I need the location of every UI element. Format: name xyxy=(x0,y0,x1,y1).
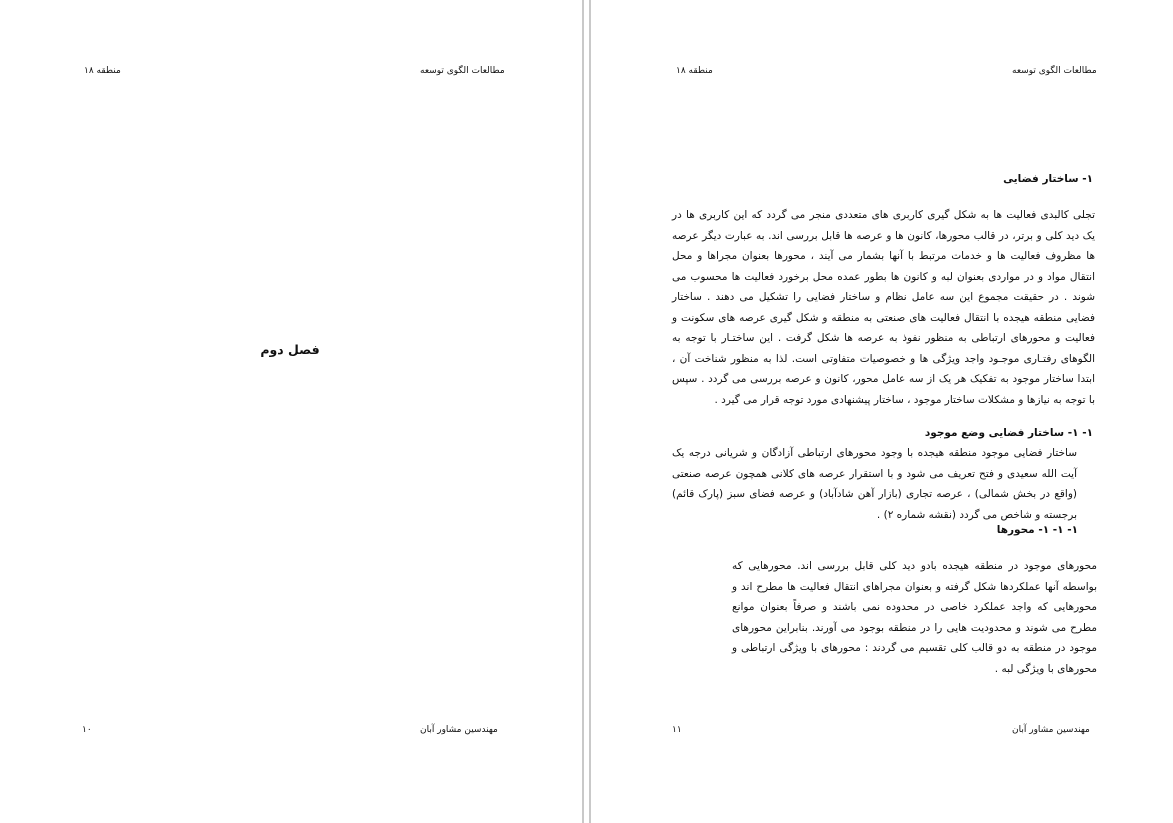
right-page xyxy=(592,0,1173,823)
section-heading: ۱- ساختار فضایی xyxy=(1003,173,1093,185)
left-page xyxy=(0,0,582,823)
page-number: ۱۰ xyxy=(82,725,92,735)
page-divider xyxy=(589,0,591,823)
chapter-title: فصل دوم xyxy=(260,342,320,357)
subsection-paragraph: ساختار فضایی موجود منطقه هیجده با وجود محورهای ارتباطی آزادگان و شریانی درجه یک آیت الله سعیدی و فتح تعریف می شود و با استقرار عرصه های کلانی همچون عرصه صنعتی (واقع در بخش شمالی) ، عرصه تجاری (بازار آهن شادآباد) و عرصه فضای سبز (پارک قائم) برجسته و شاخص می گردد (نقشه شماره ۲) . xyxy=(672,447,1077,521)
page-divider xyxy=(582,0,584,823)
subsubsection-paragraph: محورهای موجود در منطقه هیجده بادو دید کلی قابل بررسی اند. محورهایی که بواسطه آنها عملکردها شکل گرفته و بعنوان مجراهای انتقال فعالیت ها مطرح اند و محورهایی که واجد عملکرد خاصی در محدوده نمی باشند و صرفاً بعنوان موانع مطرح می شوند و محدودیت هایی را در منطقه بوجود می آورند. بنابراین محورهای موجود در منطقه به دو قالب کلی تقسیم می گردند : محورهای با ویژگی ارتباطی و محورهای با ویژگی لبه . xyxy=(732,560,1097,675)
page-footer-company: مهندسین مشاور آبان xyxy=(420,725,498,735)
page-header-region: منطقه ۱۸ xyxy=(84,66,121,76)
subsubsection-heading: ۱- ۱- ۱- محورها xyxy=(996,524,1078,536)
page-header-region: منطقه ۱۸ xyxy=(676,66,713,76)
page-footer-company: مهندسین مشاور آبان xyxy=(1012,725,1090,735)
page-number: ۱۱ xyxy=(672,725,682,735)
page-header-title: مطالعات الگوی توسعه xyxy=(420,66,505,76)
section-paragraph: تجلی کالبدی فعالیت ها به شکل گیری کاربری های متعددی منجر می گردد که این کاربری ها در یک دید کلی و برتر، در قالب محورها، کانون ها و عرصه ها قابل بررسی اند. به عبارت دیگر عرصه ها مظروف فعالیت ها و خدمات مرتبط با آنها بشمار می آیند ، محورها بعنوان مجراها و محل انتقال مواد و در مواردی بعنوان لبه و کانون ها بطور عمده محل برخورد فعالیت ها محسوب می شوند . در حقیقت مجموع این سه عامل نظام و ساختار فضایی را تشکیل می دهند . ساختار فضایی منطقه هیجده با انتقال فعالیت های صنعتی به منطقه و شکل گیری عرصه های سکونت و فعالیت و محورهای ارتباطی به منظور نفوذ به عرصه ها شکل گرفت . این ساختـار با توجه به الگوهای رفتـاری موجـود واجد ویژگی ها و خصوصیات متفاوتی است. لذا به منظور شناخت آن ، ابتدا ساختار موجود به تفکیک هر یک از سه عامل محور، کانون و عرصه بررسی می گردد . سپس با توجه به نیازها و مشکلات ساختار موجود ، ساختار پیشنهادی مورد توجه قرار می گیرد . xyxy=(672,209,1095,406)
subsection-heading: ۱- ۱- ساختار فضایی وضع موجود xyxy=(924,427,1093,439)
page-header-title: مطالعات الگوی توسعه xyxy=(1012,66,1097,76)
